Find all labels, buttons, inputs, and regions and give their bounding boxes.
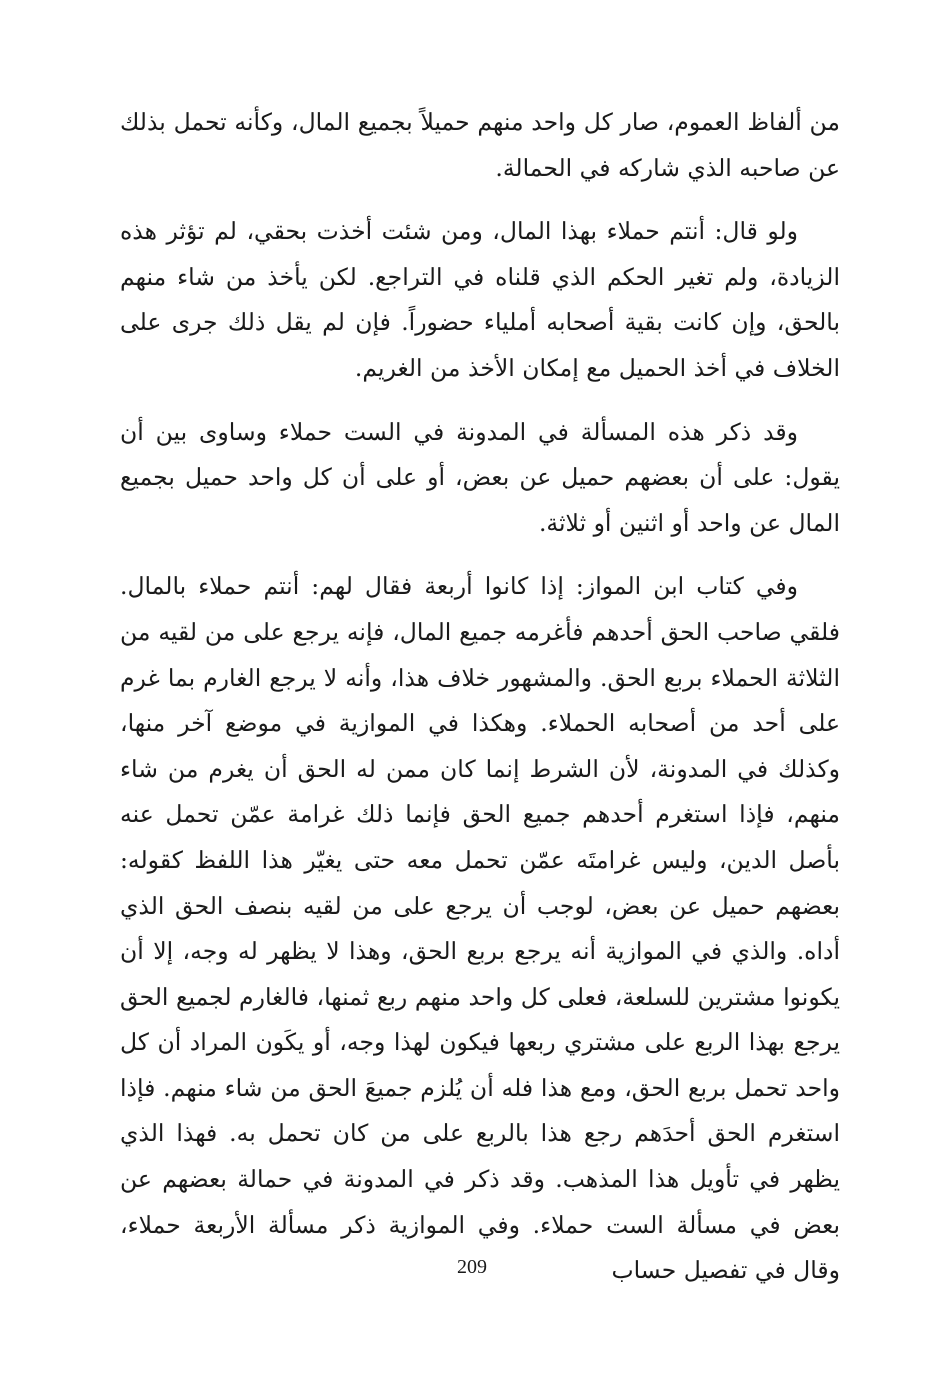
paragraph-2: ولو قال: أنتم حملاء بهذا المال، ومن شئت أخذت بحقي، لم تؤثر هذه الزيادة، ولم تغير الحكم الذي قلناه في التراجع. لكن يأخذ من شاء منهم بالحق، وإن كانت بقية أصحابه أملياء حضوراً. فإن لم يقل ذلك جرى على الخلاف في أخذ الحميل مع إمكان الأخذ من الغريم. [120,217,840,382]
paragraph-4: وفي كتاب ابن المواز: إذا كانوا أربعة فقال لهم: أنتم حملاء بالمال. فلقي صاحب الحق أحدهم فأغرمه جميع المال، فإنه يرجع على من لقيه من الثلاثة الحملاء بربع الحق. والمشهور خلاف هذا، وأنه لا يرجع الغارم بما غرم على أحد من أصحابه الحملاء. وهكذا في الموازية في موضع آخر منها، وكذلك في المدونة، لأن الشرط إنما كان ممن له الحق أن يغرم من شاء منهم، فإذا استغرم أحدهم جميع الحق فإنما ذلك غرامة عمّن تحمل عنه بأصل الدين، وليس غرامتَه عمّن تحمل معه حتى يغيّر هذا اللفظ كقوله: بعضهم حميل عن بعض، لوجب أن يرجع على من لقيه بنصف الحق الذي أداه. والذي في الموازية أنه يرجع بربع الحق، وهذا لا يظهر له وجه، إلا أن يكونوا مشترين للسلعة، فعلى كل واحد منهم ربع ثمنها، فالغارم لجميع الحق يرجع بهذا الربع على مشتري ربعها فيكون لهذا وجه، أو يكَون المراد أن كل واحد تحمل بربع الحق، ومع هذا فله أن يُلزم جميعَ الحق من شاء منهم. فإذا استغرم الحق أحدَهم رجع هذا بالربع على من كان تحمل به. فهذا الذي يظهر في تأويل هذا المذهب. وقد ذكر في المدونة في حمالة بعضهم عن بعض في مسألة الست حملاء. وفي الموازية ذكر مسألة الأربعة حملاء، وقال في تفصيل حساب [120,572,840,1285]
paragraph-3: وقد ذكر هذه المسألة في المدونة في الست حملاء وساوى بين أن يقول: على أن بعضهم حميل عن بعض، أو على أن كل واحد حميل بجميع المال عن واحد أو اثنين أو ثلاثة. [120,417,840,537]
page-number: 209 [457,1256,487,1278]
paragraph-1: من ألفاظ العموم، صار كل واحد منهم حميلاً بجميع المال، وكأنه تحمل بذلك عن صاحبه الذي شاركه في الحمالة. [120,108,840,182]
document-page [120,100,840,1285]
